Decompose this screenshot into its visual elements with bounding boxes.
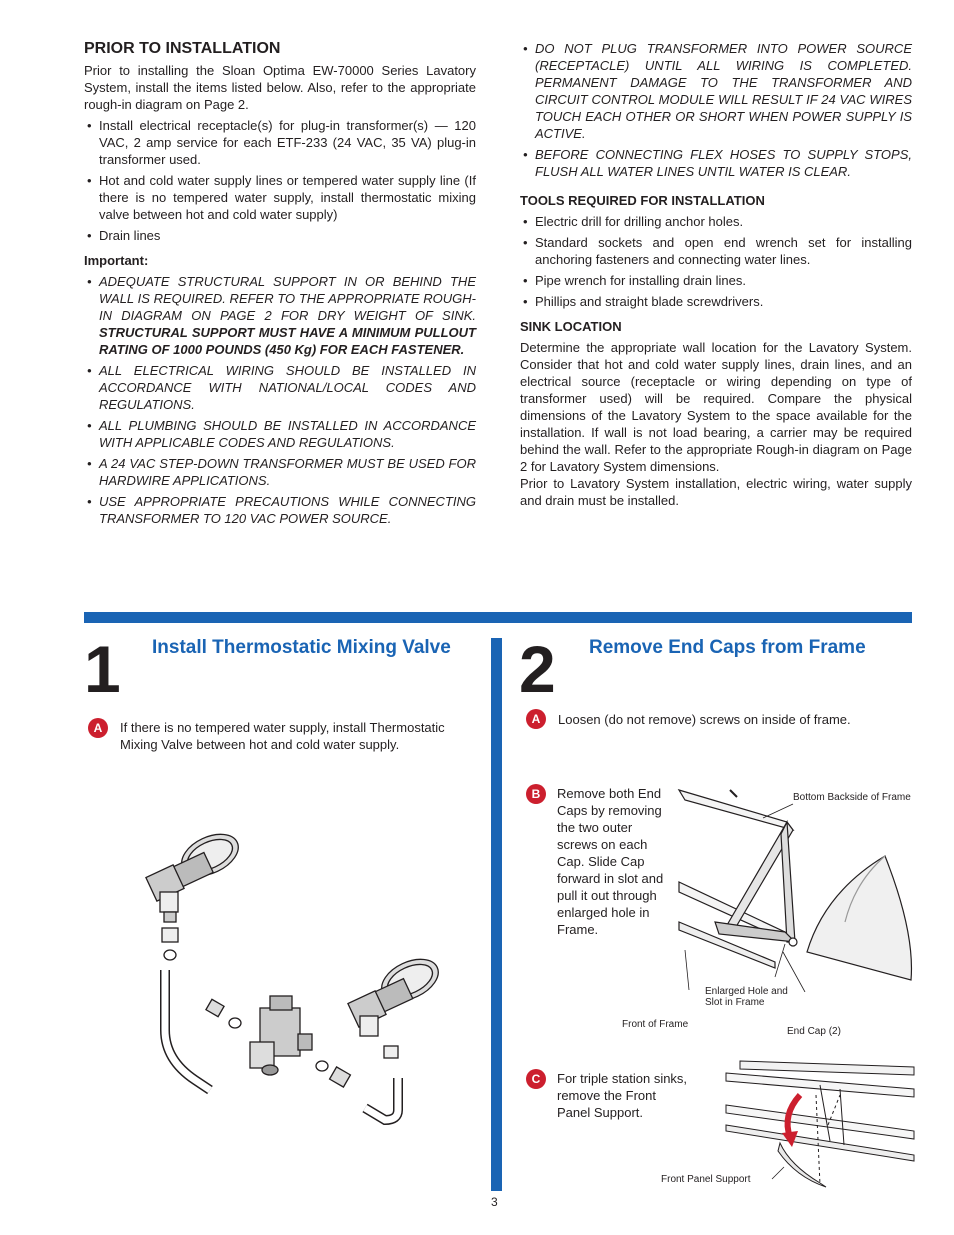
- caption-enlarged-hole: Enlarged Hole and Slot in Frame: [705, 986, 788, 1008]
- step1-text-a: If there is no tempered water supply, install Thermostatic Mixing Valve between hot and cold water supply.: [120, 720, 445, 752]
- caption-front-of-frame: Front of Frame: [622, 1019, 689, 1030]
- step1-badge-a: A: [88, 718, 108, 738]
- tools-heading: TOOLS REQUIRED FOR INSTALLATION: [520, 193, 765, 208]
- caption-front-panel-support: Front Panel Support: [661, 1174, 751, 1185]
- list-item: [84, 273, 476, 358]
- left-stop-valve: [146, 826, 245, 922]
- step2-badge-a: A: [526, 709, 546, 729]
- important-list: [84, 273, 476, 527]
- prior-intro: Prior to installing the Sloan Optima EW-70000 Series Lavatory System, install the items listed below. Also, refer to the appropriate rough-in diagram on Page 2.: [84, 63, 476, 112]
- caption-end-cap: End Cap (2): [787, 1026, 841, 1037]
- column-divider: [491, 638, 502, 1191]
- important-bold-text: STRUCTURAL SUPPORT MUST HAVE A MINIMUM PULLOUT RATING OF 1000 POUNDS (450 Kg) FOR EACH FASTENER.: [99, 325, 476, 357]
- left-column: [84, 40, 476, 531]
- list-item: • Standard sockets and open end wrench set for installing anchoring fasteners and connecting water lines.: [520, 234, 912, 268]
- list-item: • Electric drill for drilling anchor holes.: [520, 213, 912, 230]
- right-column: [520, 40, 912, 509]
- section-bar: [84, 612, 912, 623]
- page-number: 3: [491, 1195, 498, 1209]
- list-item: • Hot and cold water supply lines or tempered water supply line (If there is no tempered water supply, install thermostatic mixing valve between hot and cold water supply): [84, 172, 476, 223]
- frame-end-cap-illustration: [675, 782, 915, 992]
- step1-number: 1: [84, 632, 121, 706]
- list-item: • Phillips and straight blade screwdrivers.: [520, 293, 912, 310]
- prior-list: [84, 117, 476, 244]
- list-item: • USE APPROPRIATE PRECAUTIONS WHILE CONNECTING TRANSFORMER TO 120 VAC POWER SOURCE.: [84, 493, 476, 527]
- caption-bottom-backside: Bottom Backside of Frame: [793, 792, 911, 803]
- mixing-valve-body: [250, 996, 312, 1075]
- list-item: • BEFORE CONNECTING FLEX HOSES TO SUPPLY STOPS, FLUSH ALL WATER LINES UNTIL WATER IS CLEAR.: [520, 146, 912, 180]
- warnings-list: [520, 40, 912, 180]
- sink-para2: Prior to Lavatory System installation, electric wiring, water supply and drain must be installed.: [520, 476, 912, 508]
- sink-heading: SINK LOCATION: [520, 319, 622, 334]
- step2-text-c: For triple station sinks, remove the Front Panel Support.: [557, 1071, 688, 1120]
- right-stop-valve: [348, 951, 445, 1036]
- list-item: • A 24 VAC STEP-DOWN TRANSFORMER MUST BE USED FOR HARDWIRE APPLICATIONS.: [84, 455, 476, 489]
- step2-title: Remove End Caps from Frame: [589, 637, 866, 658]
- list-item: • ALL ELECTRICAL WIRING SHOULD BE INSTALLED IN ACCORDANCE WITH NATIONAL/LOCAL CODES AND REGULATIONS.: [84, 362, 476, 413]
- mixing-valve-illustration: [110, 820, 480, 1130]
- list-item: • DO NOT PLUG TRANSFORMER INTO POWER SOURCE (RECEPTACLE) UNTIL ALL WIRING IS COMPLETED. PERMANENT DAMAGE TO THE TRANSFORMER AND CIRCUIT CONTROL MODULE WILL RESULT IF 24 VAC WIRES TOUCH EACH OTHER OR SHORT WHEN POWER SUPPLY IS ACTIVE.: [520, 40, 912, 142]
- list-item: • Install electrical receptacle(s) for plug-in transformer(s) — 120 VAC, 2 amp service for each ETF-233 (24 VAC, 35 VA) plug-in transformer used.: [84, 117, 476, 168]
- step2-badge-b: B: [526, 784, 546, 804]
- important-text: ADEQUATE STRUCTURAL SUPPORT IN OR BEHIND THE WALL IS REQUIRED. REFER TO THE APPROPRIATE ROUGH-IN DIAGRAM ON PAGE 2 FOR DRY WEIGHT OF SINK.: [99, 274, 476, 323]
- prior-heading: PRIOR TO INSTALLATION: [84, 40, 281, 57]
- list-item: • ALL PLUMBING SHOULD BE INSTALLED IN ACCORDANCE WITH APPLICABLE CODES AND REGULATIONS.: [84, 417, 476, 451]
- tools-list: [520, 213, 912, 310]
- step2-number: 2: [519, 632, 556, 706]
- front-panel-support-illustration: [720, 1055, 916, 1190]
- step2-badge-c: C: [526, 1069, 546, 1089]
- step1-title: Install Thermostatic Mixing Valve: [152, 637, 451, 658]
- sink-para1: Determine the appropriate wall location for the Lavatory System. Consider that hot and cold water supply lines, drain lines, and an electrical source (receptacle or wiring depending on type of transformer used) will be required. Compare the physical dimensions of the Lavatory System to the space available for the installation. If wall is not load bearing, a carrier may be required behind the wall. Refer to the appropriate Rough-in diagram on Page 2 for Lavatory System dimensions.: [520, 340, 912, 474]
- step2-text-b: Remove both End Caps by removing the two outer screws on each Cap. Slide Cap forward in slot and pull it out through enlarged hole in Frame.: [557, 786, 664, 937]
- list-item: • Drain lines: [84, 227, 476, 244]
- step2-text-a: Loosen (do not remove) screws on inside of frame.: [558, 712, 851, 727]
- important-label: Important:: [84, 253, 149, 268]
- list-item: • Pipe wrench for installing drain lines.: [520, 272, 912, 289]
